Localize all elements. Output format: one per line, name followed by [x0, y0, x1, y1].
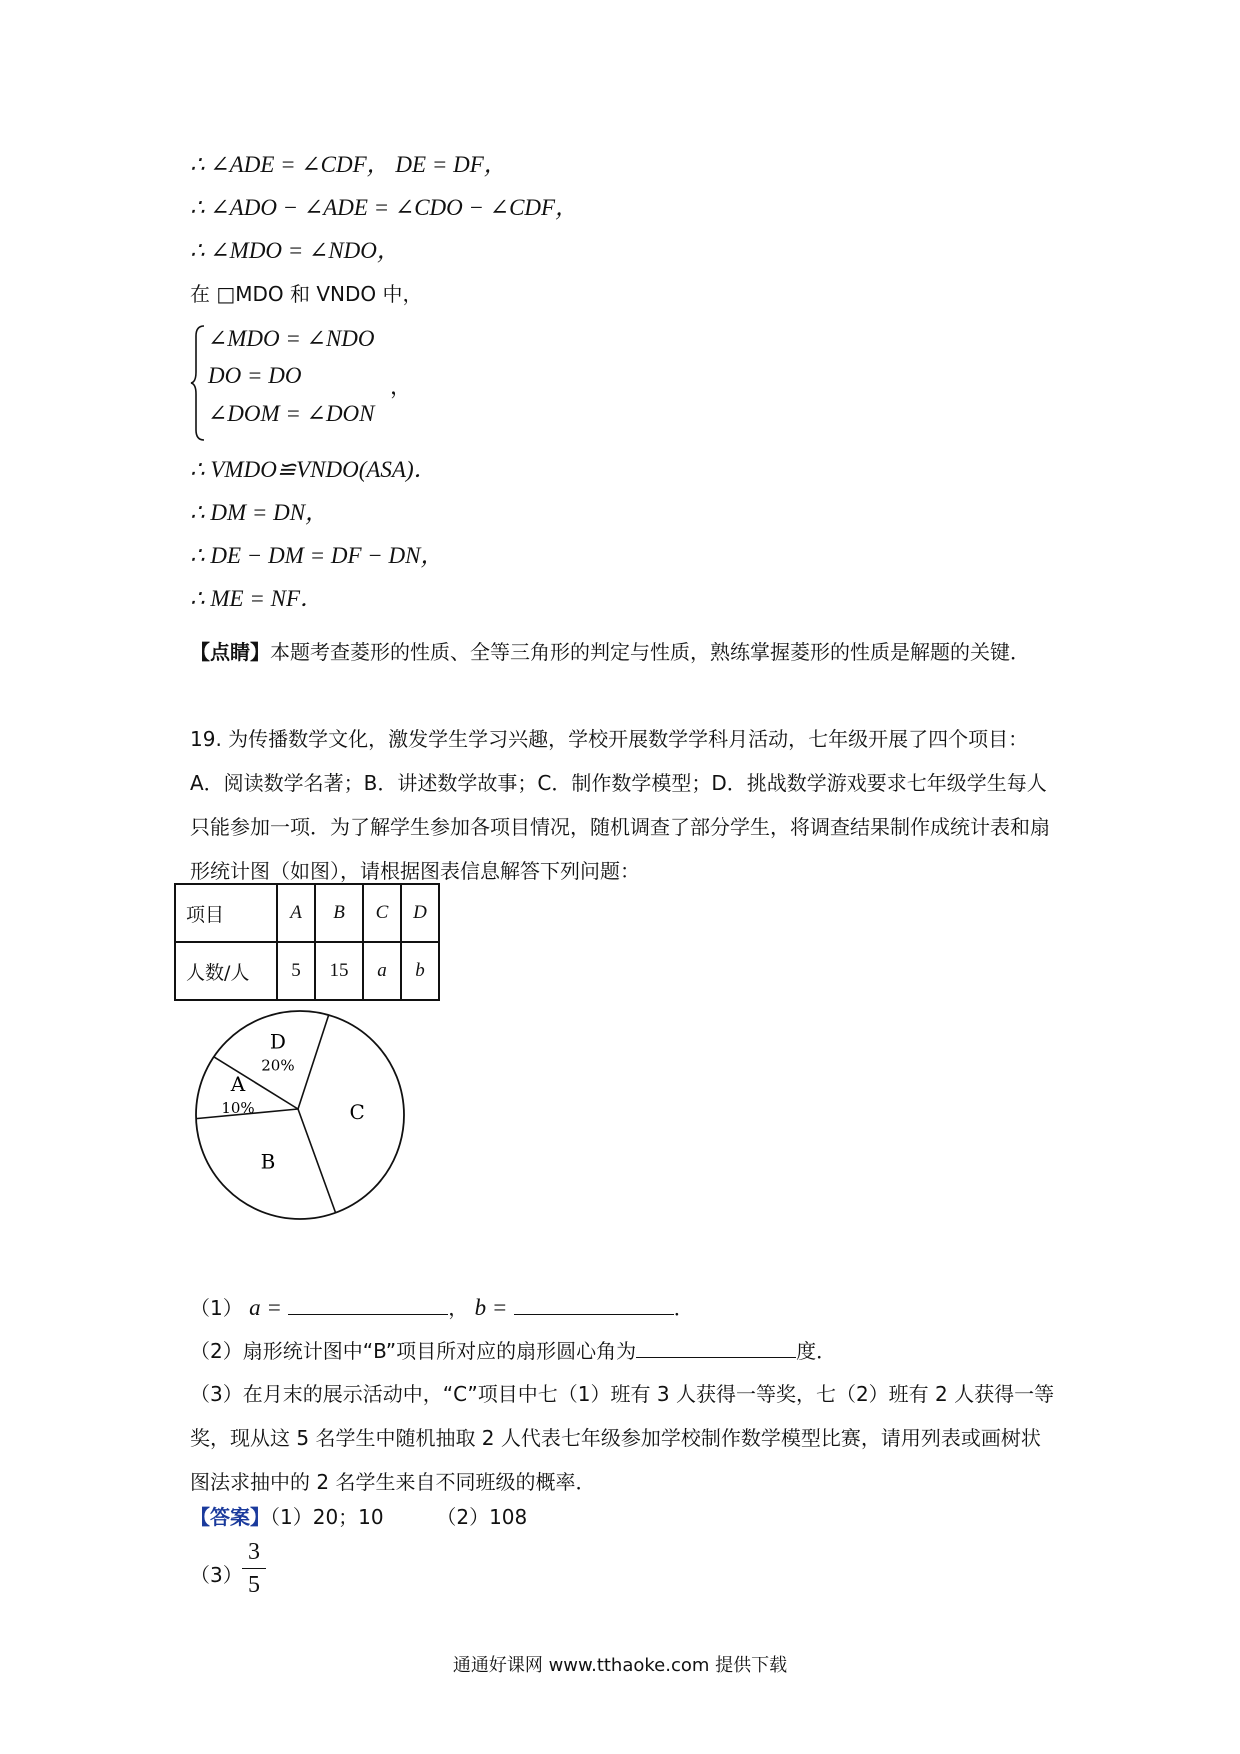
question-19: 19. 为传播数学文化，激发学生学习兴趣，学校开展数学学科月活动，七年级开展了四个项目：A．阅读数学名著；B．讲述数学故事；C．制作数学模型；D．挑战数学游戏要求七年级学生每人只能参加一项．为了解学生参加各项目情况，随机调查了部分学生，将调查结果制作成统计表和扇形统计图（如图），请根据图表信息解答下列问题： [190, 727, 1050, 883]
answer-part-3-prefix: （3） [190, 1563, 243, 1587]
table-cell: A [277, 884, 315, 942]
answer-part-2: （2）108 [436, 1505, 528, 1529]
q1-sep: ， [448, 1296, 469, 1320]
table-row [175, 942, 439, 1000]
table-cell: 项目 [175, 884, 277, 942]
q1-end: ． [673, 1296, 694, 1320]
comment-text: 本题考查菱形的性质、全等三角形的判定与性质，熟练掌握菱形的性质是解题的关键． [270, 640, 1030, 664]
fraction-numerator: 3 [248, 1539, 260, 1565]
pie-percent-a: 10% [221, 1099, 255, 1118]
q1-a-blank[interactable] [288, 1292, 448, 1315]
table-cell: b [401, 942, 439, 1000]
comment-paragraph [190, 630, 1060, 674]
system-row-1: ∠MDO = ∠NDO [208, 326, 375, 351]
answer-tag: 【答案】 [190, 1505, 270, 1529]
table-cell: B [315, 884, 363, 942]
data-table [174, 883, 440, 1001]
subquestion-1 [190, 1292, 694, 1323]
system-row-2: DO = DO [208, 363, 302, 388]
answer-fraction [242, 1538, 266, 1599]
pie-chart [190, 1005, 410, 1225]
pie-slice-b-boundary [298, 1109, 336, 1213]
subquestion-2 [190, 1335, 836, 1366]
table-cell: a [363, 942, 401, 1000]
pie-label-c: C [349, 1100, 365, 1125]
system-row-3: ∠DOM = ∠DON [208, 401, 375, 426]
pie-slice-c-boundary [298, 1015, 329, 1109]
q1-a-label: a = [249, 1295, 282, 1320]
proof-line-6: ∴ DM = DN， [190, 500, 329, 525]
proof-line-3: ∴ ∠MDO = ∠NDO， [190, 238, 400, 263]
proof-line-1: ∴ ∠ADE = ∠CDF， DE = DF， [190, 152, 507, 177]
proof-line-8: ∴ ME = NF． [190, 586, 324, 611]
proof-line-2: ∴ ∠ADO − ∠ADE = ∠CDO − ∠CDF， [190, 195, 579, 220]
q1-prefix: （1） [190, 1296, 243, 1320]
system-comma: ， [390, 375, 413, 400]
table-row [175, 884, 439, 942]
table-cell: C [363, 884, 401, 942]
q2-end: 度． [796, 1339, 837, 1363]
answer-part-1: （1）20；10 [270, 1505, 384, 1529]
proof-line-5: ∴ VMDO≌VNDO(ASA)． [190, 457, 437, 482]
q1-b-label: b = [474, 1295, 508, 1320]
brace-icon [190, 324, 208, 442]
table-cell: D [401, 884, 439, 942]
proof-line-4: 在 □MDO 和 VNDO 中， [190, 282, 423, 306]
fraction-bar [242, 1568, 266, 1569]
table-cell: 人数/人 [175, 942, 277, 1000]
page-footer: 通通好课网 www.tthaoke.com 提供下载 [452, 1655, 788, 1676]
q2-text: （2）扇形统计图中“B”项目所对应的扇形圆心角为 [190, 1339, 637, 1363]
table-cell: 5 [277, 942, 315, 1000]
pie-label-a: A [230, 1072, 246, 1097]
q1-b-blank[interactable] [514, 1292, 674, 1315]
answer-line [190, 1502, 527, 1532]
subquestion-3: （3）在月末的展示活动中，“C”项目中七（1）班有 3 人获得一等奖，七（2）班有 2 人获得一等奖，现从这 5 名学生中随机抽取 2 人代表七年级参加学校制作数学模型比赛，请用列表或画树状图法求抽中的 2 名学生来自不同班级的概率． [190, 1382, 1055, 1494]
q2-blank[interactable] [636, 1335, 796, 1358]
table-cell: 15 [315, 942, 363, 1000]
proof-line-7: ∴ DE − DM = DF − DN， [190, 543, 444, 568]
pie-label-b: B [260, 1149, 276, 1174]
comment-tag: 【点睛】 [190, 640, 270, 664]
pie-label-d: D [269, 1029, 286, 1054]
fraction-denominator: 5 [248, 1572, 260, 1598]
pie-percent-d: 20% [261, 1056, 295, 1075]
